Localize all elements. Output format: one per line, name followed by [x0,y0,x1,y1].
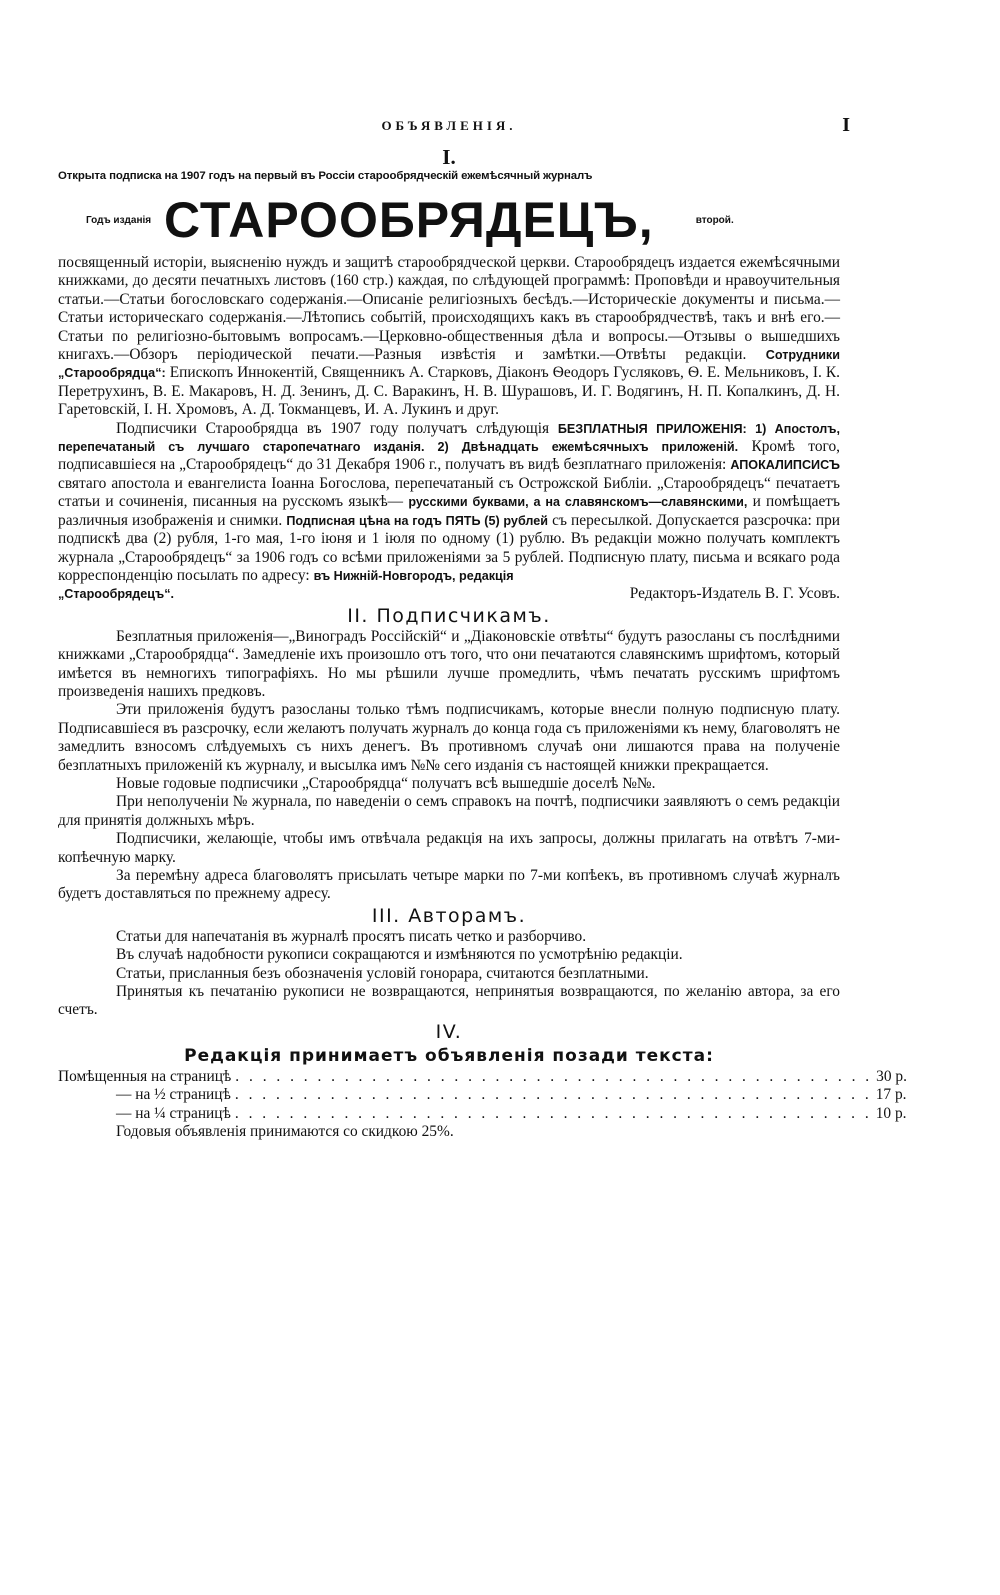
journal-name-signature: „Старообрядецъ“. [58,587,175,602]
subscribers-paragraph: За перемѣну адреса благоволятъ присылать четыре марки по 7-ми копѣекъ, въ противномъ случаѣ журналъ будетъ доставляться по прежнему адресу. [58,867,840,903]
editorial-address: въ Нижній-Новгородъ, редакція [313,568,514,583]
page-header [58,114,850,144]
running-title: ОБЪЯВЛЕНІЯ. [381,118,517,133]
staff-label: Сотрудники „Старообрядца“: [58,348,840,381]
images-note: и помѣщаетъ различныя изображенія и снимки. [58,493,840,529]
supplements-paragraph [58,420,840,586]
rate-leader-dots: . . . . . . . . . . . . . . . . . . . . . . . . . . . . . . . . . . . . . . . . . . . . . . . [234,1104,872,1122]
signature-line [58,585,840,603]
supplements-text: святаго апостола и евангелиста Іоанна Богослова, перепечатаный съ Острожской Библіи. „Старообрядецъ“ печатаетъ статьи и сочиненія, писанныя на русскомъ языкѣ— [58,474,840,511]
rate-row [58,1104,907,1123]
rate-price: 10 р. [875,1104,907,1122]
letters-note: русскими буквами, а на славянскомъ—славянскими, [408,495,748,510]
apocalypse-title: АПОКАЛИПСИСЪ [730,458,840,473]
staff-list: Епископъ Иннокентій, Священникъ А. Старковъ, Діаконъ Ѳеодоръ Гусляковъ, Ѳ. Е. Мельниковъ, І. К. Перетрухинъ, В. Е. Макаровъ, Н. Д. Зенинъ, Д. С. Варакинъ, Н. В. Шурашовъ, И. Г. Водягинъ, Н. П. Копалкинъ, Д. Н. Гаретовскій, І. Н. Хромовъ, А. Д. Токманцевъ, И. А. Лукинъ и друг. [58,364,840,419]
authors-paragraph: Принятыя къ печатанію рукописи не возвращаются, непринятыя возвращаются, по желанію автора, за его счетъ. [58,983,840,1019]
document-body [58,254,907,1141]
section-1-numeral: I. [442,145,456,169]
page [58,114,907,1141]
rate-label: — на ½ страницѣ [116,1086,231,1104]
payment-terms: съ пересылкой. Допускается разсрочка: при подпискѣ два (2) рубля, 1-го мая, 1-го іюня и 1 іюля по одному (1) рублю. Въ редакціи можно получать комплектъ журнала „Старообрядецъ“ за 1906 годъ со всѣми приложеніями за 5 рублей. Подписную плату, письма и всякаго рода корреспонденцію посылать по адресу: [58,511,840,584]
subscribers-paragraph: Эти приложенія будутъ разосланы только тѣмъ подписчикамъ, которые внесли полную подписную плату. Подписавшіеся въ разсрочку, если желаютъ получать журналъ до конца года съ приложеніями къ нему, благоволятъ не замедлить взносомъ слѣдуемыхъ съ нихъ денегъ. Въ противномъ случаѣ они лишаются права на полученіе безплатныхъ приложеній къ журналу, и высылка имъ №№ сего изданія съ настоящей книжки прекращается. [58,701,840,774]
rate-label: Помѣщенныя на страницѣ [58,1067,232,1085]
section-4-numeral: IV. [435,1020,463,1043]
program-paragraph [58,254,840,420]
authors-paragraph: Статьи, присланныя безъ обозначенія условій гонорара, считаются безплатными. [116,964,649,982]
subscription-subtitle: Открыта подписка на 1907 годъ на первый въ Россіи старообрядческій ежемѣсячный журналъ [58,170,593,182]
rate-label: — на ¼ страницѣ [116,1104,231,1122]
section-2-heading: II. Подписчикамъ. [347,604,551,627]
rate-row [58,1086,907,1104]
rate-leader-dots: . . . . . . . . . . . . . . . . . . . . . . . . . . . . . . . . . . . . . . . . . . . . . . . [235,1067,873,1085]
annual-discount-note: Годовыя объявленія принимаются со скидкою 25%. [116,1123,454,1141]
rate-price: 30 р. [876,1067,907,1085]
journal-title-row [58,190,840,250]
page-number: I [842,114,850,136]
year-label-right: второй. [695,214,734,226]
program-text: посвященный исторіи, выясненію нуждъ и защитѣ старообрядческой церкви. Старообрядецъ издается ежемѣсячными книжками, до десяти печатныхъ листовъ (160 стр.) каждая, по слѣдующей программѣ: Проповѣди и нравоучительныя статьи.—Статьи богословскаго содержанія.—Описаніе религіозныхъ бесѣдъ.—Историческіе документы и письма.—Статьи историческаго содержанія.—Лѣтопись событій, происходящихъ какъ въ старообрядчествѣ, такъ и внѣ его.—Статьи по религіозно-бытовымъ вопросамъ.—Церковно-общественныя дѣла и вопросы.—Отзывы о вышедшихъ книгахъ.—Обзоръ періодической печати.—Разныя извѣстія и замѣтки.—Отвѣты редакціи. [58,254,840,364]
supplements-extra: Кромѣ того, подписавшіеся на „Старообрядецъ“ до 31 Декабря 1906 г., получатъ въ видѣ безплатнаго приложенія: [58,438,840,474]
rate-price: 17 р. [875,1086,907,1104]
rate-leader-dots: . . . . . . . . . . . . . . . . . . . . . . . . . . . . . . . . . . . . . . . . . . . . . . . [234,1086,872,1104]
ad-rates-heading: Редакція принимаетъ объявленія позади текста: [184,1045,714,1066]
authors-paragraph: Въ случаѣ надобности рукописи сокращаются и измѣняются по усмотрѣнію редакціи. [116,946,683,964]
subscription-price: Подписная цѣна на годъ ПЯТЬ (5) рублей [286,513,548,528]
section-3-heading: III. Авторамъ. [371,904,527,927]
editor-signature: Редакторъ-Издатель В. Г. Усовъ. [629,585,840,603]
rate-row [58,1067,907,1086]
subscribers-paragraph: При неполученіи № журнала, по наведеніи о семъ справокъ на почтѣ, подписчики заявляютъ о семъ редакціи для принятія должныхъ мѣръ. [58,793,840,829]
supplements-intro: Подписчики Старообрядца въ 1907 году получатъ слѣдующія [116,419,550,437]
authors-paragraph: Статьи для напечатанія въ журналѣ просятъ писать четко и разборчиво. [116,927,587,945]
year-label-left: Годъ изданія [86,214,152,226]
subscribers-paragraph: Безплатныя приложенія—„Виноградъ Россійскій“ и „Діаконовскіе отвѣты“ будутъ разосланы съ послѣдними книжками „Старообрядца“. Замедленіе ихъ произошло отъ того, что они печатаются славянскимъ шрифтомъ, который имѣется въ немногихъ типографіяхъ. Но мы рѣшили лучше промедлить, чѣмъ печатать русскимъ шрифтомъ произведенія нашихъ предковъ. [58,627,840,700]
journal-title: СТАРООБРЯДЕЦЪ, [164,192,654,248]
free-supplements: БЕЗПЛАТНЫЯ ПРИЛОЖЕНІЯ: 1) Апостолъ, перепечатаный съ лучшаго старопечатнаго изданія. 2) Двѣнадцать ежемѣсячныхъ приложеній. [58,421,840,455]
subscribers-paragraph: Новые годовые подписчики „Старообрядца“ получатъ всѣ вышедшіе доселѣ №№. [116,774,656,792]
subscribers-paragraph: Подписчики, желающіе, чтобы имъ отвѣчала редакція на ихъ запросы, должны прилагать на отвѣтъ 7-ми-копѣечную марку. [58,830,840,866]
